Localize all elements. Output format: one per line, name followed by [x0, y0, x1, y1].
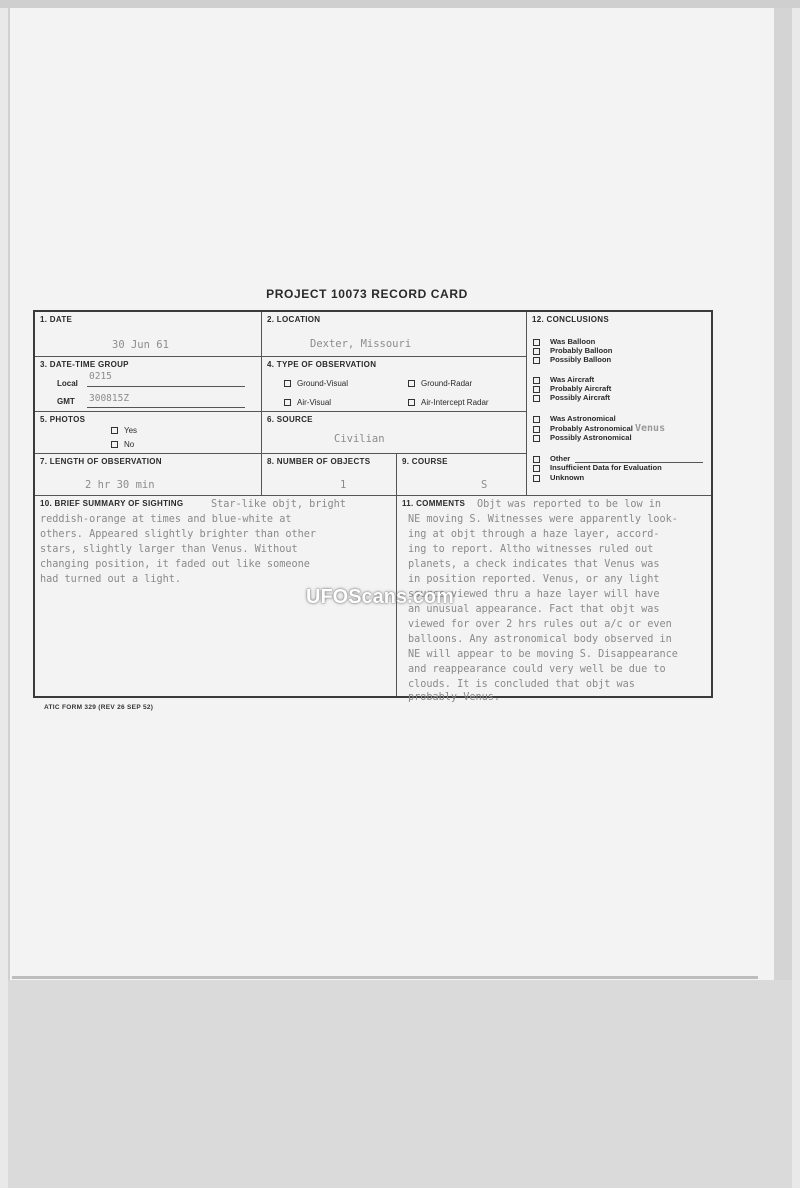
conclusion-label: Other: [550, 454, 571, 463]
observation-type-box: [262, 357, 527, 412]
dtg-local-line: [87, 386, 245, 387]
form-number: ATIC FORM 329 (REV 26 SEP 52): [44, 704, 154, 711]
conclusion-label: Probably Balloon: [550, 346, 613, 355]
conclusion-venus-note: Venus: [634, 423, 666, 434]
date-label: 1. DATE: [40, 315, 73, 324]
conclusion-other: [533, 454, 570, 463]
location-value: Dexter, Missouri: [310, 338, 412, 350]
scan-right-edge: [774, 8, 792, 980]
comments-label: 11. COMMENTS: [402, 499, 466, 508]
summary-label: 10. BRIEF SUMMARY OF SIGHTING: [40, 499, 184, 508]
num-objects-box: [262, 454, 397, 496]
summary-line-6: had turned out a light.: [40, 574, 182, 585]
dtg-gmt-line: [87, 407, 245, 408]
dtg-gmt-value: 300815Z: [89, 393, 130, 404]
obs-ground-radar: [408, 379, 472, 388]
comments-line-11: NE will appear to be moving S. Disappearance: [408, 649, 678, 660]
photos-label: 5. PHOTOS: [40, 415, 86, 424]
source-box: [262, 412, 527, 454]
comments-line-7: source viewed thru a haze layer will have: [408, 589, 660, 600]
course-value: S: [481, 479, 488, 491]
dtg-local-label: Local: [57, 379, 78, 388]
obs-ground-visual-label: Ground-Visual: [297, 379, 348, 388]
comments-line-8: an unusual appearance. Fact that objt was: [408, 604, 660, 615]
summary-line-1: Star-like objt, bright: [211, 499, 346, 510]
summary-line-5: changing position, it faded out like someone: [40, 559, 310, 570]
course-box: [397, 454, 527, 496]
watermark-logo: UFOScans.com: [306, 586, 454, 608]
date-value: 30 Jun 61: [112, 339, 169, 351]
checkbox-icon: [533, 435, 540, 442]
obs-ground-visual: [284, 379, 348, 388]
checkbox-icon: [533, 377, 540, 384]
photos-no: [111, 440, 134, 449]
comments-line-1: Objt was reported to be low in: [477, 499, 662, 510]
conclusion-unknown: [533, 473, 584, 482]
checkbox-icon: [111, 441, 118, 448]
obs-air-intercept-radar-label: Air-Intercept Radar: [421, 398, 489, 407]
checkbox-icon: [533, 475, 540, 482]
photos-no-label: No: [124, 440, 135, 449]
conclusion-label: Was Astronomical: [550, 414, 616, 423]
checkbox-icon: [408, 399, 415, 406]
conclusion-label: Possibly Astronomical: [550, 433, 632, 442]
dtg-gmt-label: GMT: [57, 397, 75, 406]
checkbox-icon: [533, 456, 540, 463]
comments-line-5: planets, a check indicates that Venus was: [408, 559, 660, 570]
checkbox-icon: [533, 426, 540, 433]
checkbox-icon: [533, 339, 540, 346]
checkbox-icon: [284, 399, 291, 406]
conclusion-was-astronomical: [533, 414, 616, 423]
conclusion-label: Probably Astronomical: [550, 424, 633, 433]
scan-bottom-margin: [8, 980, 792, 1188]
checkbox-icon: [284, 380, 291, 387]
num-objects-label: 8. NUMBER OF OBJECTS: [267, 457, 371, 466]
card-title: PROJECT 10073 RECORD CARD: [266, 287, 468, 301]
conclusions-label: 12. CONCLUSIONS: [532, 315, 609, 324]
photos-yes: [111, 426, 137, 435]
comments-line-13: clouds. It is concluded that objt was: [408, 679, 635, 690]
record-card: [33, 310, 713, 703]
summary-line-2: reddish-orange at times and blue-white at: [40, 514, 292, 525]
length-value: 2 hr 30 min: [85, 479, 155, 491]
course-label: 9. COURSE: [402, 457, 448, 466]
conclusion-insufficient-data: [533, 463, 662, 472]
conclusions-box: [527, 312, 711, 496]
location-label: 2. LOCATION: [267, 315, 321, 324]
checkbox-icon: [533, 386, 540, 393]
checkbox-icon: [533, 465, 540, 472]
obs-air-visual-label: Air-Visual: [297, 398, 332, 407]
comments-line-9: viewed for over 2 hrs rules out a/c or even: [408, 619, 672, 630]
length-label: 7. LENGTH OF OBSERVATION: [40, 457, 162, 466]
conclusion-label: Possibly Aircraft: [550, 393, 611, 402]
date-box: [35, 312, 262, 357]
conclusion-label: Unknown: [550, 473, 585, 482]
comments-line-12: and reappearance could very well be due to: [408, 664, 666, 675]
conclusion-was-balloon: [533, 337, 595, 346]
checkbox-icon: [533, 416, 540, 423]
comments-line-3: ing at objt through a haze layer, accord-: [408, 529, 660, 540]
scan-top-edge: [0, 0, 800, 8]
checkbox-icon: [533, 395, 540, 402]
checkbox-icon: [408, 380, 415, 387]
conclusion-label: Was Aircraft: [550, 375, 595, 384]
conclusion-possibly-astronomical: [533, 433, 632, 442]
comments-line-14: probably Venus.: [408, 692, 501, 703]
date-time-group-box: [35, 357, 262, 412]
dtg-label: 3. DATE-TIME GROUP: [40, 360, 129, 369]
photos-yes-label: Yes: [124, 426, 138, 435]
dtg-local-value: 0215: [89, 371, 112, 382]
conclusion-possibly-balloon: [533, 355, 611, 364]
conclusion-label: Probably Aircraft: [550, 384, 612, 393]
summary-line-4: stars, slightly larger than Venus. Without: [40, 544, 298, 555]
conclusion-probably-aircraft: [533, 384, 611, 393]
checkbox-icon: [111, 427, 118, 434]
obs-air-intercept-radar: [408, 398, 489, 407]
obs-air-visual: [284, 398, 331, 407]
conclusion-possibly-aircraft: [533, 393, 610, 402]
location-box: [262, 312, 527, 357]
conclusion-label: Insufficient Data for Evaluation: [550, 463, 662, 472]
conclusion-probably-balloon: [533, 346, 612, 355]
conclusion-label: Was Balloon: [550, 337, 596, 346]
conclusion-was-aircraft: [533, 375, 594, 384]
summary-line-3: others. Appeared slightly brighter than other: [40, 529, 317, 540]
source-value: Civilian: [334, 433, 385, 445]
comments-line-4: ing to report. Altho witnesses ruled out: [408, 544, 654, 555]
photos-box: [35, 412, 262, 454]
checkbox-icon: [533, 357, 540, 364]
comments-line-10: balloons. Any astronomical body observed in: [408, 634, 672, 645]
comments-line-6: in position reported. Venus, or any light: [408, 574, 660, 585]
comments-line-2: NE moving S. Witnesses were apparently look-: [408, 514, 678, 525]
num-objects-value: 1: [340, 479, 347, 491]
conclusion-label: Possibly Balloon: [550, 355, 612, 364]
page-edge-line: [12, 976, 758, 979]
observation-type-label: 4. TYPE OF OBSERVATION: [267, 360, 377, 369]
obs-ground-radar-label: Ground-Radar: [421, 379, 473, 388]
length-box: [35, 454, 262, 496]
source-label: 6. SOURCE: [267, 415, 313, 424]
checkbox-icon: [533, 348, 540, 355]
